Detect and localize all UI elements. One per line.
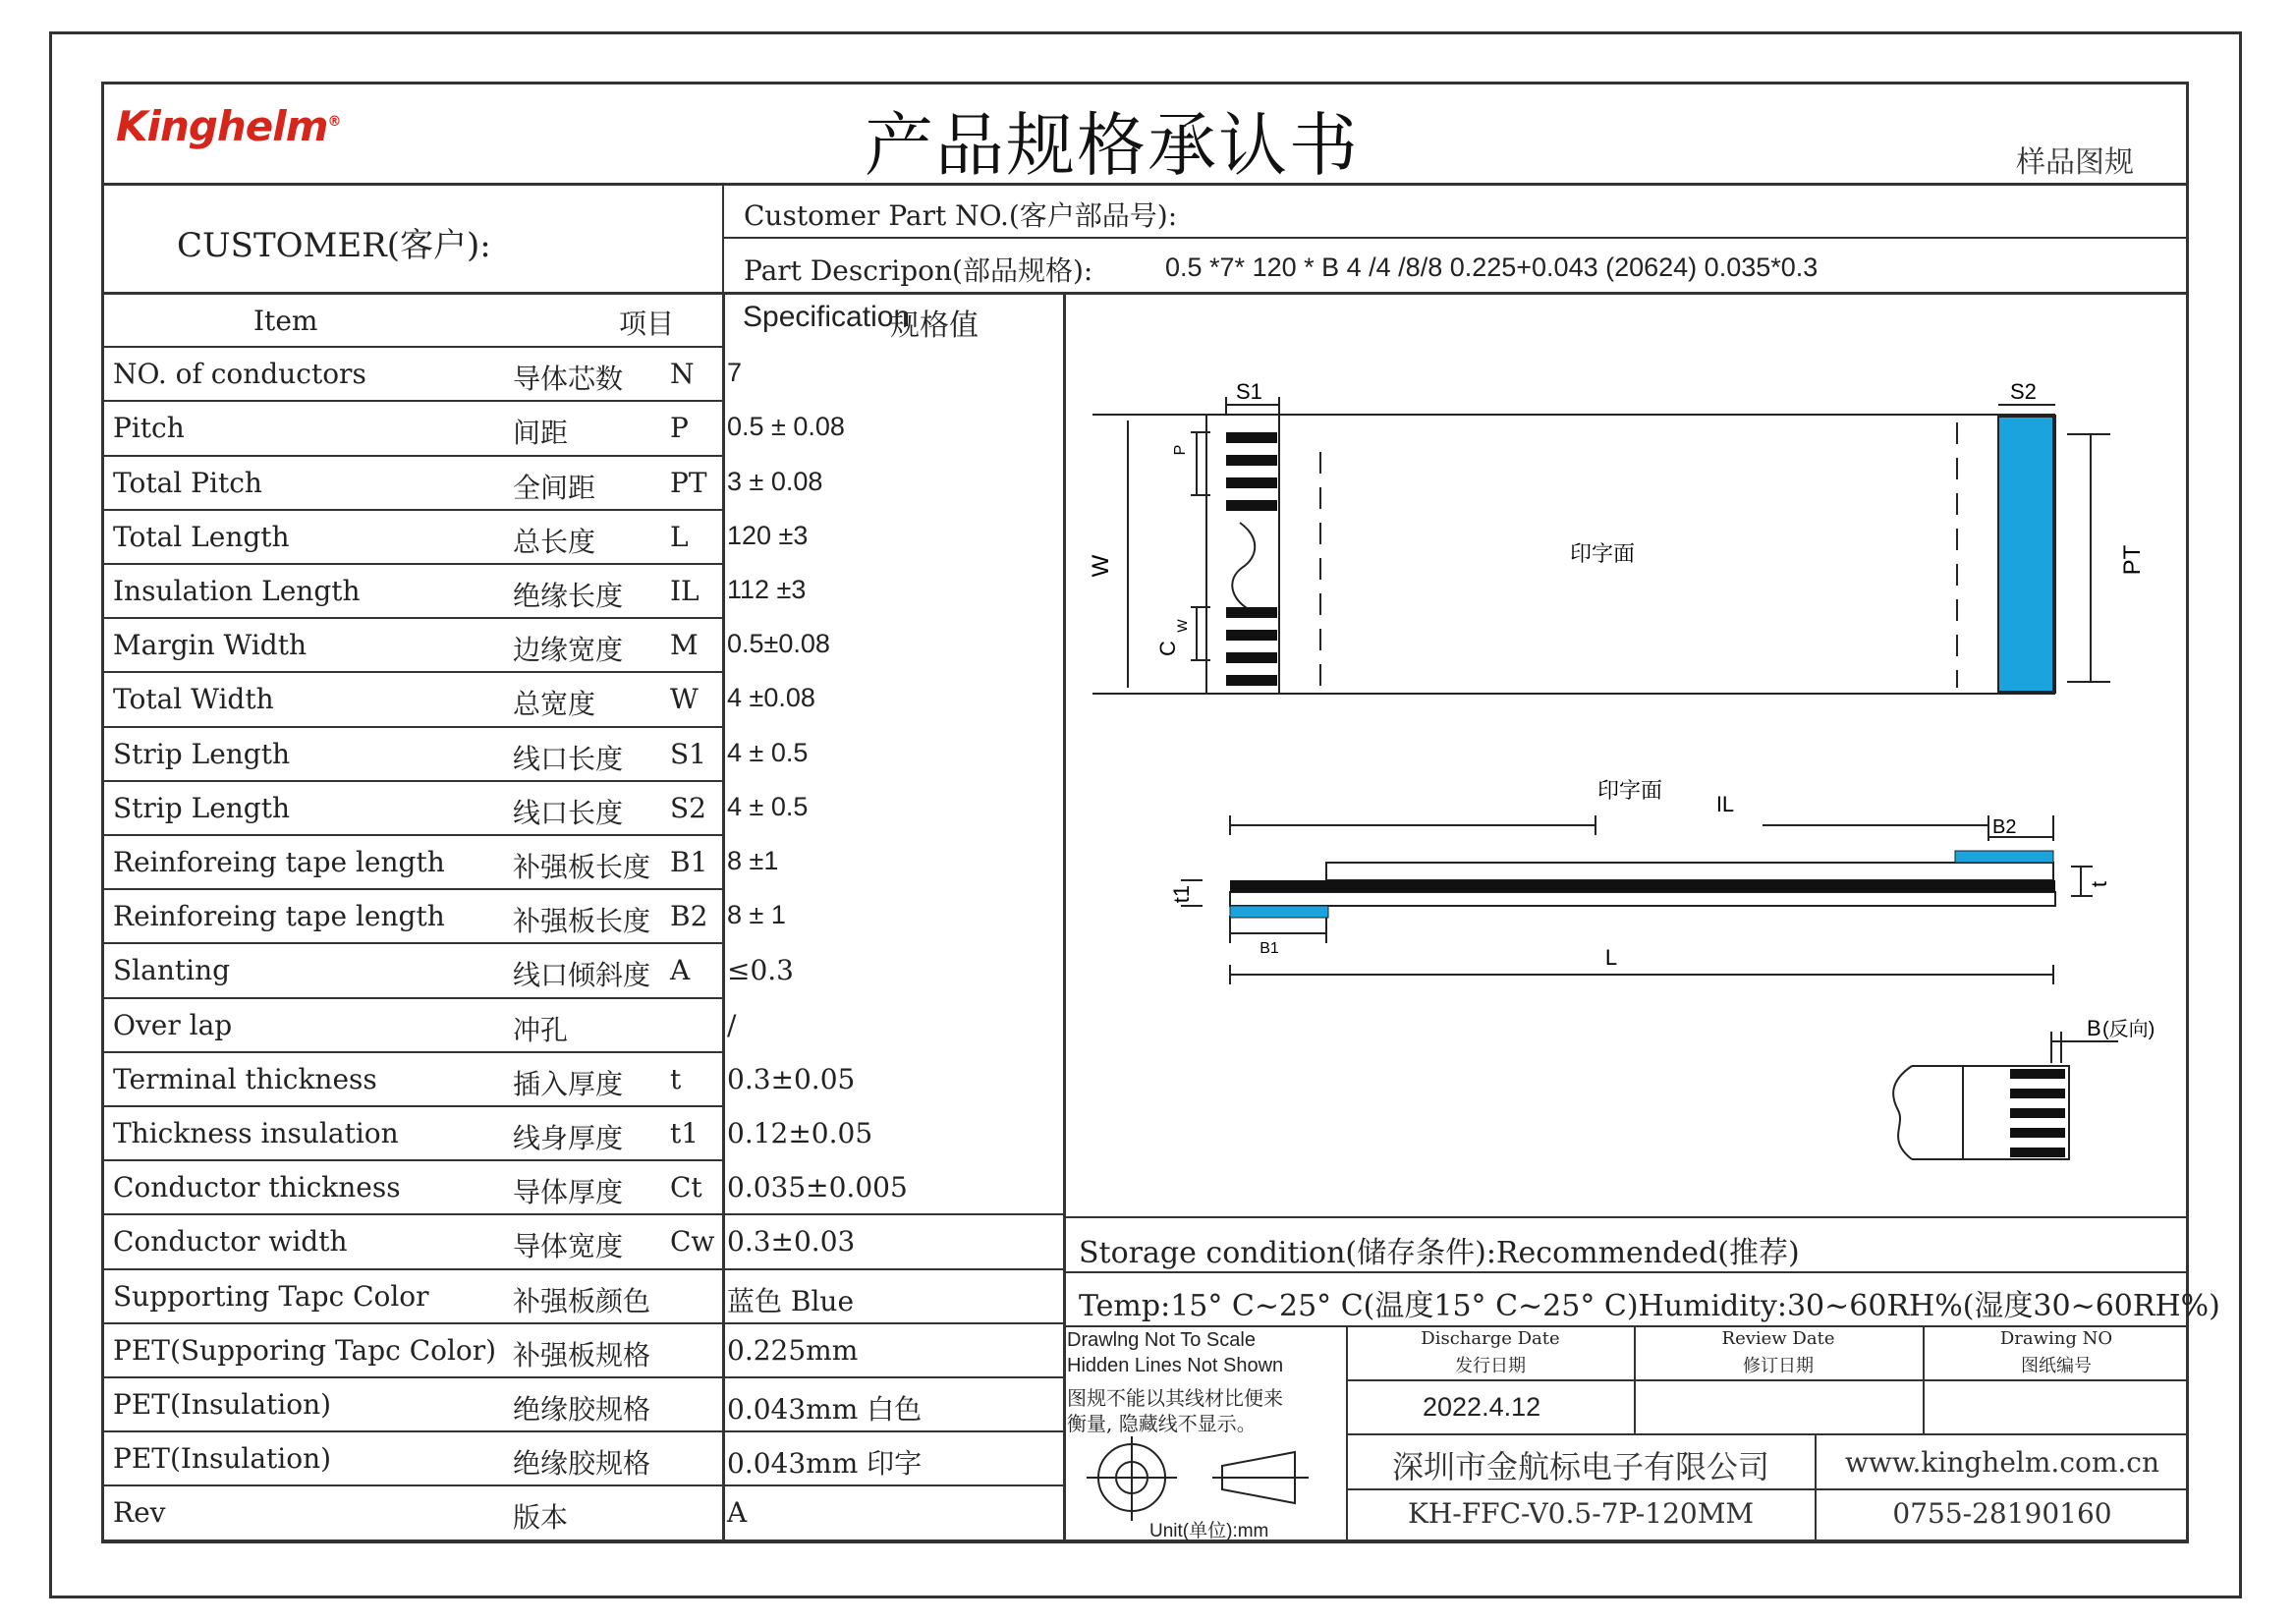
spec-symbol: L xyxy=(670,521,689,553)
header-spec-cn: 规格值 xyxy=(890,308,979,343)
spec-symbol: M xyxy=(670,629,699,661)
label-il: IL xyxy=(1715,792,1735,816)
spec-item-cn: 补强板长度 xyxy=(513,851,651,883)
spec-item: PET(Supporing Tapc Color) xyxy=(113,1334,497,1367)
header-item-cn: 项目 xyxy=(619,308,675,340)
spec-item-cn: 总长度 xyxy=(513,526,596,558)
spec-symbol: P xyxy=(670,412,689,444)
company-website: www.kinghelm.com.cn xyxy=(1844,1446,2160,1479)
rule-spec-row xyxy=(101,888,722,890)
spec-item-cn: 冲孔 xyxy=(513,1014,569,1046)
spec-symbol: t1 xyxy=(670,1117,700,1149)
part-code: KH-FFC-V0.5-7P-120MM xyxy=(1407,1497,1755,1530)
rule-footer-code xyxy=(1346,1488,2189,1490)
label-b-reverse-cn: (反向) xyxy=(2102,1019,2155,1040)
spec-item-cn: 全间距 xyxy=(513,472,596,504)
discharge-date-value: 2022.4.12 xyxy=(1423,1392,1541,1422)
label-t1: t1 xyxy=(1169,884,1194,904)
rule-spec-row xyxy=(101,780,722,782)
label-t: t xyxy=(2087,880,2111,888)
spec-item-cn: 间距 xyxy=(513,417,569,449)
spec-item: Strip Length xyxy=(113,738,291,770)
rule-footer-date-head xyxy=(1346,1379,2189,1381)
ffc-technical-drawing xyxy=(1065,295,2189,1214)
spec-item-cn: 线口倾斜度 xyxy=(513,959,651,991)
page-title: 产品规格承认书 xyxy=(865,105,1360,186)
rule-footer-company xyxy=(1346,1433,2189,1435)
rule-spec-row xyxy=(101,726,722,728)
spec-item: Total Width xyxy=(113,683,274,715)
spec-item-cn: 补强板长度 xyxy=(513,905,651,937)
rule-header xyxy=(101,183,2189,186)
spec-value: 4 ± 0.5 xyxy=(727,738,809,767)
spec-item: Strip Length xyxy=(113,792,291,824)
label-l: L xyxy=(1604,945,1618,970)
spec-symbol: B1 xyxy=(670,846,708,878)
spec-symbol: S1 xyxy=(670,738,706,770)
spec-value: 8 ± 1 xyxy=(727,900,786,929)
spec-value: 8 ±1 xyxy=(727,846,779,875)
spec-item-cn: 线口长度 xyxy=(513,797,624,829)
header-spec: Specification xyxy=(743,301,911,333)
company-phone: 0755-28190160 xyxy=(1892,1497,2112,1530)
note-cn-line-2: 衡量, 隐藏线不显示。 xyxy=(1067,1412,1257,1435)
spec-item: Total Length xyxy=(113,521,290,553)
spec-value: 0.3±0.05 xyxy=(727,1063,856,1095)
discharge-date-label-cn: 发行日期 xyxy=(1455,1356,1526,1376)
spec-item-cn: 插入厚度 xyxy=(513,1068,624,1100)
label-print-face-side: 印字面 xyxy=(1597,778,1663,803)
rule-spec-row xyxy=(101,1322,1063,1324)
label-w: W xyxy=(1088,554,1114,578)
spec-value: ≤0.3 xyxy=(727,954,794,986)
drawing-no-label: Drawing NO xyxy=(1999,1328,2113,1349)
rule-spec-row xyxy=(101,1268,1063,1270)
spec-item: Thickness insulation xyxy=(113,1117,399,1149)
spec-symbol: Cw xyxy=(670,1225,715,1258)
spec-item: Rev xyxy=(113,1496,166,1529)
spec-item-cn: 导体厚度 xyxy=(513,1176,624,1208)
rule-customer-divider xyxy=(722,183,724,292)
spec-value: / xyxy=(727,1009,737,1041)
spec-item-cn: 版本 xyxy=(513,1501,569,1534)
spec-value: 4 ± 0.5 xyxy=(727,792,809,821)
spec-item-cn: 补强板规格 xyxy=(513,1339,651,1372)
spec-symbol: IL xyxy=(670,575,700,607)
spec-item: Supporting Tapc Color xyxy=(113,1280,429,1313)
spec-symbol: A xyxy=(670,954,691,986)
header-item: Item xyxy=(253,305,318,337)
spec-value: 120 ±3 xyxy=(727,521,809,550)
spec-value: 7 xyxy=(727,358,743,387)
spec-item: Pitch xyxy=(113,412,185,444)
spec-item: Terminal thickness xyxy=(113,1063,377,1095)
part-description-value: 0.5 *7* 120 * B 4 /4 /8/8 0.225+0.043 (20624) 0.035*0.3 xyxy=(1165,252,1819,282)
spec-value: 0.12±0.05 xyxy=(727,1117,873,1149)
rule-col-spec xyxy=(722,292,725,1543)
spec-item: Conductor thickness xyxy=(113,1171,401,1204)
review-date-label-cn: 修订日期 xyxy=(1743,1356,1814,1376)
spec-value: 4 ±0.08 xyxy=(727,683,815,712)
spec-item-cn: 导体宽度 xyxy=(513,1230,624,1262)
label-pt: PT xyxy=(2119,544,2146,576)
spec-item-cn: 绝缘胶规格 xyxy=(513,1447,651,1480)
spec-value: 0.043mm 白色 xyxy=(727,1393,923,1426)
spec-item-cn: 导体芯数 xyxy=(513,363,624,395)
customer-part-no-label: Customer Part NO.(客户部品号): xyxy=(744,199,1178,232)
rule-spec-row xyxy=(101,1430,1063,1432)
spec-item-cn: 线口长度 xyxy=(513,743,624,775)
spec-item: Margin Width xyxy=(113,629,308,661)
spec-value: 0.5±0.08 xyxy=(727,629,830,658)
rule-spec-row xyxy=(101,617,722,619)
spec-item: Over lap xyxy=(113,1009,233,1041)
rule-spec-row xyxy=(101,942,722,944)
label-p: P xyxy=(1172,444,1189,456)
spec-value: 0.3±0.03 xyxy=(727,1225,856,1258)
spec-item-cn: 边缘宽度 xyxy=(513,634,624,666)
note-hidden-lines: Hidden Lines Not Shown xyxy=(1067,1355,1284,1376)
spec-value: A xyxy=(727,1496,748,1529)
label-b2: B2 xyxy=(1992,816,2017,838)
spec-value: 0.5 ± 0.08 xyxy=(727,412,845,441)
label-s1: S1 xyxy=(1236,379,1262,404)
spec-value: 0.035±0.005 xyxy=(727,1171,908,1204)
review-date-label: Review Date xyxy=(1721,1328,1835,1349)
rule-spec-row xyxy=(101,563,722,565)
storage-condition: Storage condition(储存条件):Recommended(推荐) xyxy=(1079,1236,1800,1270)
rule-spec-row xyxy=(101,1159,722,1161)
rule-spec-row xyxy=(101,997,722,999)
label-cw: C xyxy=(1155,641,1180,656)
reinforcing-tape-s2 xyxy=(1998,417,2053,692)
label-b1: B1 xyxy=(1259,940,1279,957)
note-not-to-scale: Drawlng Not To Scale xyxy=(1067,1329,1256,1351)
rule-spec-row xyxy=(101,455,722,457)
spec-symbol: S2 xyxy=(670,792,706,824)
discharge-date-label: Discharge Date xyxy=(1421,1328,1560,1349)
spec-symbol: Ct xyxy=(670,1171,702,1204)
label-print-face: 印字面 xyxy=(1570,541,1636,566)
spec-symbol: t xyxy=(670,1063,682,1095)
spec-item: Reinforeing tape length xyxy=(113,900,445,932)
spec-item: Total Pitch xyxy=(113,467,262,499)
projection-symbol-icon xyxy=(1087,1436,1318,1525)
spec-item: NO. of conductors xyxy=(113,358,366,390)
unit-label: Unit(单位):mm xyxy=(1149,1521,1269,1541)
rule-footer-top xyxy=(1063,1325,2189,1327)
rule-spec-row xyxy=(101,346,722,348)
customer-label: CUSTOMER(客户): xyxy=(177,226,491,265)
rule-storage-top xyxy=(1063,1216,2189,1218)
kinghelm-logo: Kinghelm® xyxy=(116,102,341,150)
part-description-label: Part Descripon(部品规格): xyxy=(744,254,1093,287)
spec-item-cn: 线身厚度 xyxy=(513,1122,624,1154)
spec-value: 0.043mm 印字 xyxy=(727,1447,923,1480)
company-name: 深圳市金航标电子有限公司 xyxy=(1391,1448,1769,1485)
storage-temperature-humidity: Temp:15° C~25° C(温度15° C~25° C)Humidity:30~60RH%(湿度30~60RH%) xyxy=(1079,1289,2220,1323)
rule-spec-row xyxy=(101,1484,1063,1486)
spec-symbol: W xyxy=(670,683,699,715)
spec-item: Conductor width xyxy=(113,1225,348,1258)
label-b-reverse: B xyxy=(2087,1016,2101,1040)
spec-item: PET(Insulation) xyxy=(113,1442,332,1475)
rule-spec-row xyxy=(101,1213,1063,1215)
spec-item: Slanting xyxy=(113,954,231,986)
spec-item: Reinforeing tape length xyxy=(113,846,445,878)
spec-value: 112 ±3 xyxy=(727,575,807,604)
spec-item-cn: 绝缘胶规格 xyxy=(513,1393,651,1426)
spec-item: PET(Insulation) xyxy=(113,1388,332,1421)
drawing-no-label-cn: 图纸编号 xyxy=(2021,1356,2092,1376)
rule-spec-row xyxy=(101,1540,2189,1542)
spec-value: 3 ± 0.08 xyxy=(727,467,823,496)
spec-symbol: N xyxy=(670,358,695,390)
rule-spec-row xyxy=(101,509,722,511)
spec-value: 0.225mm xyxy=(727,1334,859,1367)
rule-part-no xyxy=(722,237,2189,239)
spec-symbol: B2 xyxy=(670,900,708,932)
spec-item-cn: 绝缘长度 xyxy=(513,580,624,612)
document-tag: 样品图规 xyxy=(2016,145,2134,180)
note-cn-line-1: 图规不能以其线材比便来 xyxy=(1067,1386,1283,1410)
spec-item-cn: 总宽度 xyxy=(513,688,596,720)
rule-spec-row xyxy=(101,1105,722,1107)
rule-storage-mid xyxy=(1063,1271,2189,1273)
spec-value: 蓝色 Blue xyxy=(727,1285,855,1317)
label-cw-sub: W xyxy=(1174,619,1190,633)
rule-spec-row xyxy=(101,834,722,836)
rule-spec-row xyxy=(101,1376,1063,1378)
spec-symbol: PT xyxy=(670,467,707,499)
rule-spec-row xyxy=(101,400,722,402)
rule-spec-row xyxy=(101,671,722,673)
spec-item-cn: 补强板颜色 xyxy=(513,1285,651,1317)
label-s2: S2 xyxy=(2010,379,2037,404)
rule-spec-row xyxy=(101,1051,722,1053)
spec-item: Insulation Length xyxy=(113,575,361,607)
